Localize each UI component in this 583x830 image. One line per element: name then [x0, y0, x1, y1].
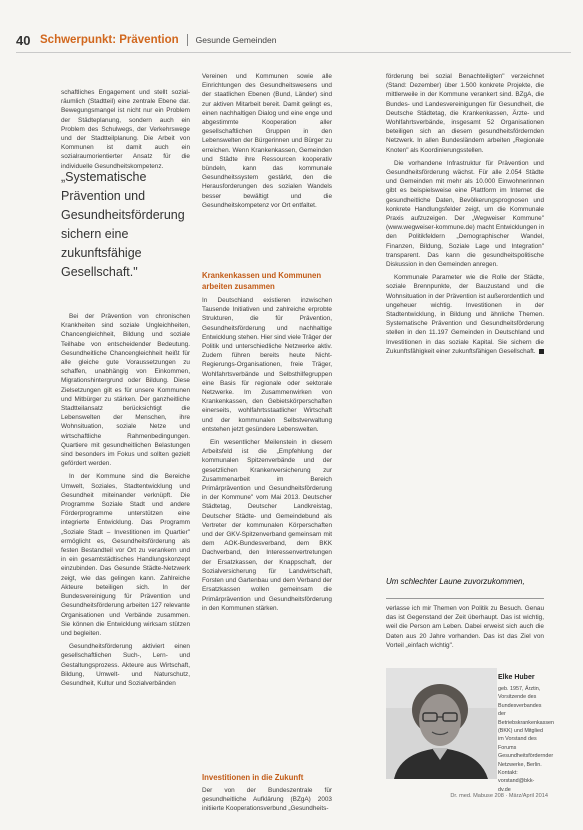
- paragraph: In Deutschland existieren inzwischen Tausende Initiativen und zahlreiche erprobte Strukturen, die für Prävention, Gesundheitsförderung und nachhaltige Entwicklung stehen. Hier sind viele Träger der Politik und unterschiedliche Netzwerke aktiv. Zudem führen bereits heute Nicht-Regierungs-Organisationen, freie Träger, Wohlfahrtsverbände und Selbsthilfegruppen eine Basis für regionale oder sektorale Netzwerke. Im Zusammenwirken von Krankenkassen, den Gebietskörperschaften einerseits, wohlfahrtsstaatlicher Wirtschaft und der kommunalen Selbstverwaltung entstehen jetzt gesündere Lebenswelten.: [202, 297, 333, 433]
- column-2-top: [202, 72, 332, 264]
- page-number: 40: [16, 32, 31, 48]
- header-separator: [187, 34, 188, 46]
- page-footer: Dr. med. Mabuse 208 · März/April 2014: [450, 793, 548, 799]
- author-photo: [386, 668, 497, 779]
- column-3: [386, 72, 544, 570]
- paragraph: Die vorhandene Infrastruktur für Prävention und Gesundheitsförderung wächst. Für alle 2.054 Städte und Gemeinden mit mehr als 10.000 Einwohnerinnen gibt es beispielsweise eine Plattform im Internet die gesundheitliche Daten, Bevölkerungsprognosen und konkrete Handlungsfelder zeigt, um die Kommunale Praxis aufzuzeigen. Der „Wegweiser Kommune" (www.wegweiser-kommune.de) macht Entwicklungen in den Politikfeldern „Demographischer Wandel, Finanzen, Bildung, Soziale Lage und Integration" transparent. Das kann die gesundheitspolitische Diskussion in den Gemeinden anregen.: [386, 159, 544, 269]
- paragraph: schaftliches Engagement und stellt sozial- räumlich (Stadtteil) eine zentrale Ebene dar. Bewegungsmangel ist nicht nur ein Problem der Städteplanung, sondern auch ein Problem des Schulwegs, der Verkehrswege und der Stadtteilplanung. Die Arbeit von Kommunen ist damit auch ein sozialraumorientierter Ansatz für die individuelle Gesundheitskompetenz.: [61, 89, 190, 170]
- pull-quote: „Systematische Prävention und Gesundheitsförderung sichern eine zukunftsfähige Gesellschaft.": [61, 170, 185, 279]
- subsection-title: Gesunde Gemeinden: [195, 35, 277, 45]
- paragraph: Bei der Prävention von chronischen Krankheiten sind soziale Ungleichheiten, Chancengleichheit, Bildung und soziale Teilhabe von entscheidender Bedeutung. Gesundheitliche Chancengleichheit heißt für alle gleiche gute Voraussetzungen zu schaffen, unabhängig von Einkommen, Migrationshintergrund oder Bildung. Diese Zielsetzungen gilt es für unsere Kommunen und Mitbürger zu stärken. Der ganzheitliche Stadtteilansatz berücksichtigt die Lebenswelten der Menschen, ihre Wohnsituation, soziale Netze und wirtschaftliche Rahmenbedingungen. Quartiere mit gesundheitlichen Belastungen sind besonders im Fokus und sollten gezielt gefördert werden.: [61, 313, 190, 468]
- column-2-bottom: [202, 786, 332, 814]
- author-bio: geb. 1957, Ärztin, Vorsitzende des Bundesverbandes der Betriebskrankenkassen (BKK) und Mitglied im Vorstand des Forums Gesundheitsfördernder Netzwerke, Berlin. Kontakt: vorstand@bkk-dv.de: [498, 686, 555, 793]
- column-2-body: [202, 296, 332, 768]
- aside-text: [386, 604, 544, 664]
- end-mark: [539, 349, 544, 354]
- paragraph: [386, 273, 544, 356]
- aside-title: Um schlechter Laune zuvorzukommen,: [386, 577, 525, 586]
- paragraph: verlasse ich mir Themen von Politik zu Besuch. Genau das ist Gegenstand der Zeit überhaupt. Das ist wichtig, weil die Person am Leben. Dabei erweist sich auch die Daten aus 20 Jahre vorhanden. Das ist das Ziel von Vorteil „einfach wichtig".: [386, 605, 544, 649]
- section-heading: Investitionen in die Zukunft: [202, 773, 304, 782]
- paragraph: förderung bei sozial Benachteiligten" verzeichnet (Stand: Dezember) über 1.500 konkrete Projekte, die mittlerweile in der Kommune verankert sind. BZgA, die Bundes- und Landesvereinigungen für Gesundheit, die Deutsche Städtetag, die Krankenkassen, Ärzte- und Wohlfahrtsverbände, insgesamt 52 Organisationen beteiligen sich an diesem gesundheitsfördernden Netzwerk. In allen Bundesländern arbeiten „Regionale Knoten" als Koordinierungsstellen.: [386, 73, 544, 154]
- paragraph: Vereinen und Kommunen sowie alle Einrichtungen des Gesundheitswesens und der staatlichen Ebenen (Bund, Länder) sind zur aktiven Mitarbeit bereit. Damit gelingt es, einen nachhaltigen Dialog und eine enge und abgestimmte Kooperation aller gesellschaftlichen Gruppen in den Lebenswelten der Bürgerinnen und Bürger zu erreichen. Wenn Krankenkassen, Gemeinden und Städte ihre Ressourcen kooperativ bündeln, kann das kommunale Gesundheitssystem gestärkt, den die Herausforderungen des sozialen Wandels besser bewältigt und die Gesundheitskompetenz vor Ort entfaltet.: [202, 73, 332, 209]
- author-name: Elke Huber: [498, 674, 535, 681]
- section-heading: Krankenkassen und Kommunen arbeiten zusammen: [202, 271, 322, 291]
- section-title: Schwerpunkt: Prävention: [40, 34, 179, 46]
- paragraph: Der von der Bundeszentrale für gesundheitliche Aufklärung (BZgA) 2003 initiierte Kooperationsverbund „Gesundheits-: [202, 787, 332, 813]
- paragraph-text: Kommunale Parameter wie die Rolle der Städte, soziale Brennpunkte, der Bauzustand und die Wohnsituation in der Prävention ist außerordentlich und ungeheuer wichtig. Investitionen in der Stadtentwicklung, in Bildung und ähnliche Themen. Systematische Prävention und Gesundheitsförderung stellen in den 11.197 Gemeinden in Deutschland und Investitionen in das soziale Kapital. Sie sichern die Zukunftsfähigkeit einer zukunftsfähigen Gesellschaft.: [386, 274, 544, 355]
- aside-divider: [386, 598, 544, 599]
- column-1-top: [61, 88, 190, 170]
- paragraph: Ein wesentlicher Meilenstein in diesem Arbeitsfeld ist die „Empfehlung der kommunalen Spitzenverbände und der gesetzlichen Krankenversicherung zur Zusammenarbeit im Bereich Primärprävention und Gesundheitsförderung in der Kommune" vom Mai 2013. Deutscher Städtetag, Deutscher Landkreistag, Deutscher Städte- und Gemeindebund als Vertreter der kommunalen Körperschaften und der GKV-Spitzenverband gemeinsam mit dem AOK-Bundesverband, dem BKK Dachverband, den Interessenvertretungen der Ersatzkassen, der Knappschaft, der Sozialversicherung für Landwirtschaft, Forsten und Gartenbau und dem Verband der Ersatzkassen wollen gemeinsam die Primärprävention und Gesundheitsförderung in den Kommunen stärken.: [202, 439, 332, 612]
- paragraph: Gesundheitsförderung aktiviert einen gesellschaftlichen Such-, Lern- und Gestaltungsprozess. Akteure aus Wirtschaft, Bildung, Umwelt- und Naturschutz, Gesundheit, Kultur und Sozialverbänden: [61, 643, 190, 687]
- column-1-bottom: [61, 312, 190, 814]
- paragraph: In der Kommune sind die Bereiche Umwelt, Soziales, Stadtentwicklung und Gesundheit miteinander verknüpft. Die Programme Soziale Stadt und andere Förderprogramme unterstützen eine integrierte Entwicklung. Das Programm „Soziale Stadt – Investitionen im Quartier" ermöglicht es, Gesundheitsförderung als festen Bestandteil vor Ort zu verankern und in ein gesamtstädtisches Handlungskonzept einzubinden. Das Gesunde Städte-Netzwerk zeigt, wie das gelingen kann. Zahlreiche Akteure beteiligen sich. In der Bundesvereinigung für Prävention und Gesundheitsförderung arbeiten 127 relevante Organisationen und Verbände zusammen. Sie können die Entwicklung wirksam stützen und begleiten.: [61, 473, 190, 637]
- header-divider: [16, 52, 571, 53]
- page-header: [16, 33, 276, 47]
